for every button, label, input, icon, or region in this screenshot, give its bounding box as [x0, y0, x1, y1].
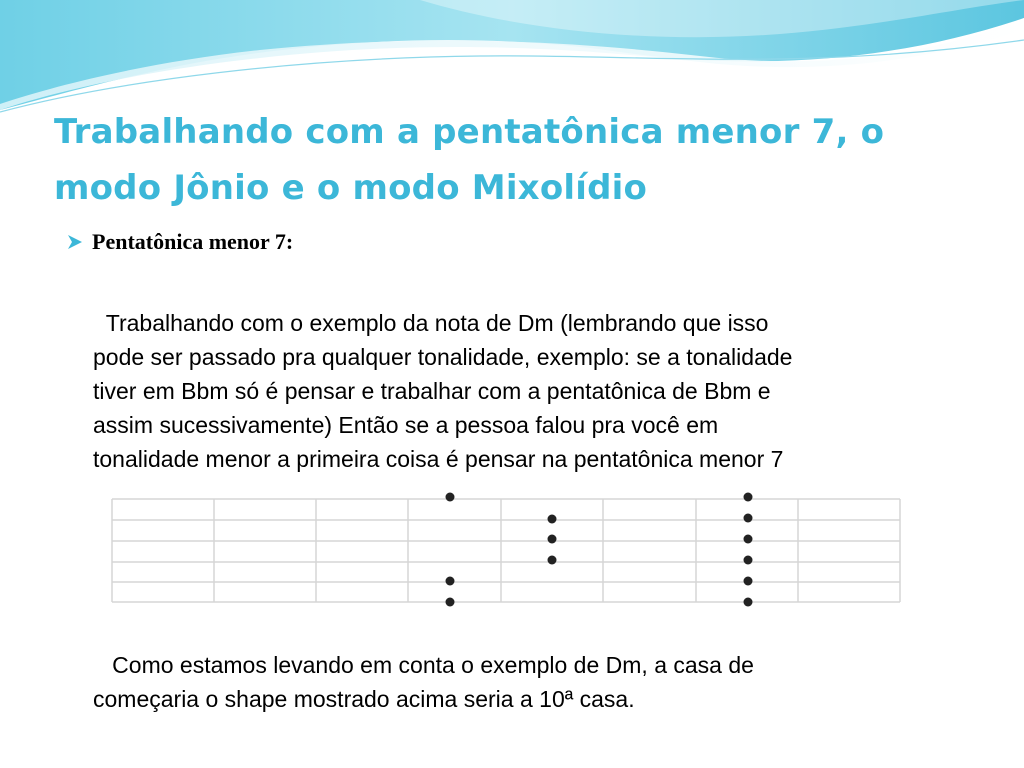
note-dot — [744, 493, 753, 502]
slide-title-line-1: Trabalhando com a pentatônica menor 7, o — [54, 112, 885, 152]
fretboard-grid — [112, 499, 900, 602]
paragraph-1-line: pode ser passado pra qualquer tonalidade, exemplo: se a tonalidade — [93, 344, 793, 370]
paragraph-2-line: Como estamos levando em conta o exemplo de Dm, a casa de — [93, 652, 754, 678]
note-dot — [744, 577, 753, 586]
note-dot — [446, 577, 455, 586]
paragraph-1-line: assim sucessivamente) Então se a pessoa falou pra você em — [93, 412, 719, 438]
paragraph-2-line: começaria o shape mostrado acima seria a 10ª casa. — [93, 686, 635, 712]
bullet-label: Pentatônica menor 7: — [92, 229, 294, 254]
note-dot — [446, 493, 455, 502]
paragraph-1-line: tiver em Bbm só é pensar e trabalhar com a pentatônica de Bbm e — [93, 378, 771, 404]
note-dot — [548, 535, 557, 544]
paragraph-1-line: tonalidade menor a primeira coisa é pensar na pentatônica menor 7 — [93, 446, 784, 472]
fretboard-diagram — [108, 486, 904, 610]
slide-title-line-2: modo Jônio e o modo Mixolídio — [54, 168, 648, 208]
note-dot — [548, 515, 557, 524]
note-dot — [744, 535, 753, 544]
arrow-bullet-icon — [66, 233, 84, 251]
note-dot — [744, 514, 753, 523]
note-dots — [446, 493, 753, 607]
note-dot — [548, 556, 557, 565]
paragraph-conclusion — [93, 648, 973, 716]
paragraph-1-line: Trabalhando com o exemplo da nota de Dm (lembrando que isso — [93, 310, 769, 336]
note-dot — [744, 598, 753, 607]
header-wave-decoration — [0, 0, 1024, 120]
note-dot — [446, 598, 455, 607]
note-dot — [744, 556, 753, 565]
slide-title — [54, 104, 994, 216]
bullet-item — [66, 228, 293, 256]
paragraph-explanation — [93, 306, 973, 476]
